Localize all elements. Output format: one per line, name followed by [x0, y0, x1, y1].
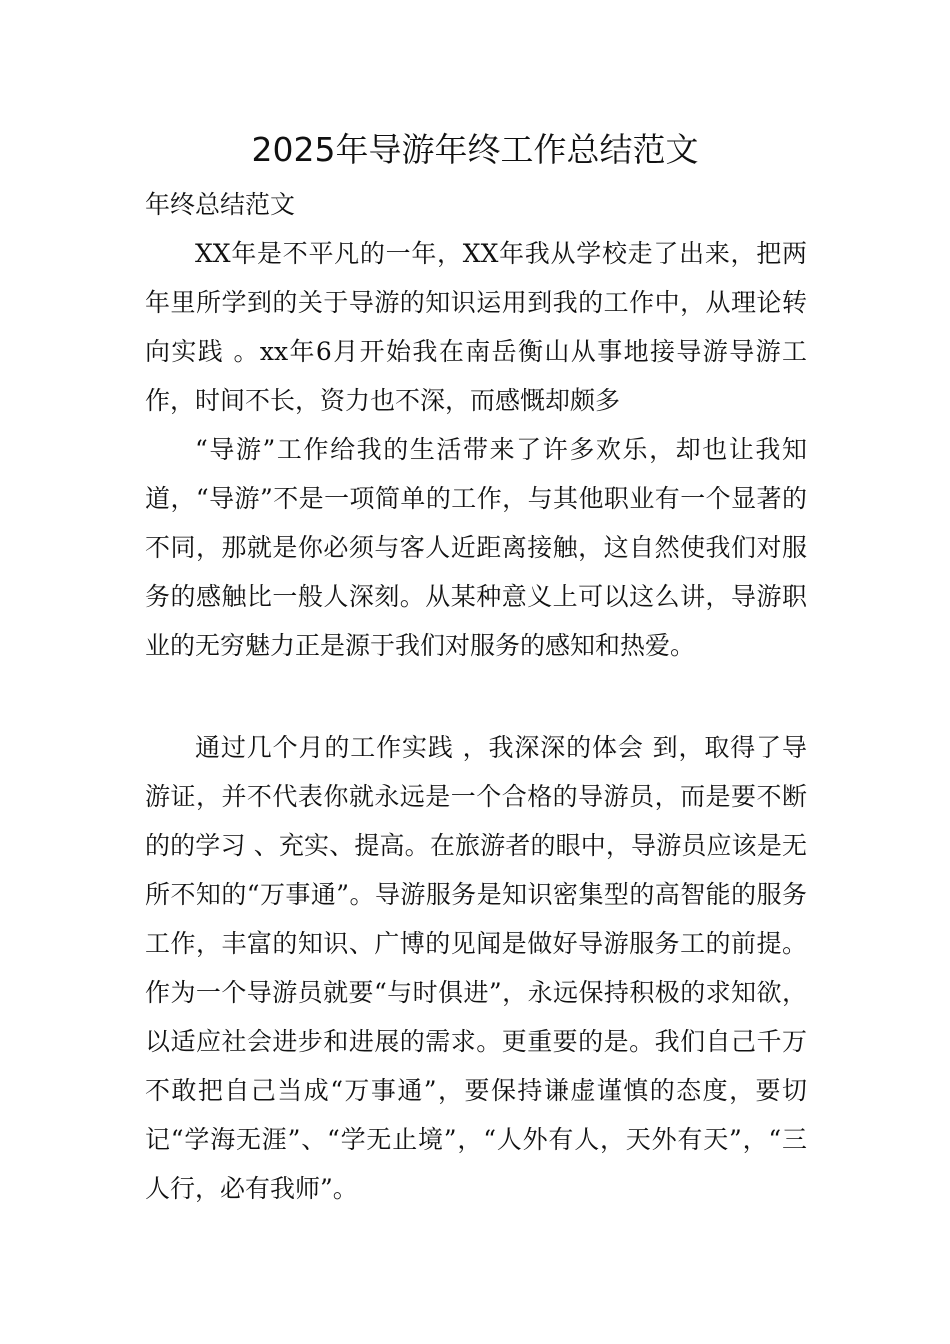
document-title: 2025年导游年终工作总结范文 [251, 130, 699, 169]
paragraph-3: 通过几个月的工作实践 ，我深深的体会 到，取得了导游证，并不代表你就永远是一个合格的导游员，而是要不断的的学习 、充实、提高。在旅游者的眼中，导游员应该是无所不知的“万事通”。导游服务是知识密集型的高智能的服务工作，丰富的知识、广博的见闻是做好导游服务工的前提。作为一个导游员就要“与时俱进”，永远保持积极的求知欲，以适应社会进步和进展的需求。更重要的是。我们自己千万不敢把自己当成“万事通”，要保持谦虚谨慎的态度，要切记“学海无涯”、“学无止境”，“人外有人，天外有天”，“三人行，必有我师”。 [145, 733, 807, 1203]
paragraph-1: XX年是不平凡的一年，XX年我从学校走了出来，把两年里所学到的关于导游的知识运用到我的工作中，从理论转向实践 。xx年6月开始我在南岳衡山从事地接导游导游工作，时间不长，资力也不深，而感慨却颇多 [145, 239, 807, 415]
document-subtitle: 年终总结范文 [145, 190, 296, 219]
paragraph-2: “导游”工作给我的生活带来了许多欢乐，却也让我知道，“导游”不是一项简单的工作，与其他职业有一个显著的不同，那就是你必须与客人近距离接触，这自然使我们对服务的感触比一般人深刻。从某种意义上可以这么讲，导游职业的无穷魅力正是源于我们对服务的感知和热爱。 [145, 435, 807, 660]
